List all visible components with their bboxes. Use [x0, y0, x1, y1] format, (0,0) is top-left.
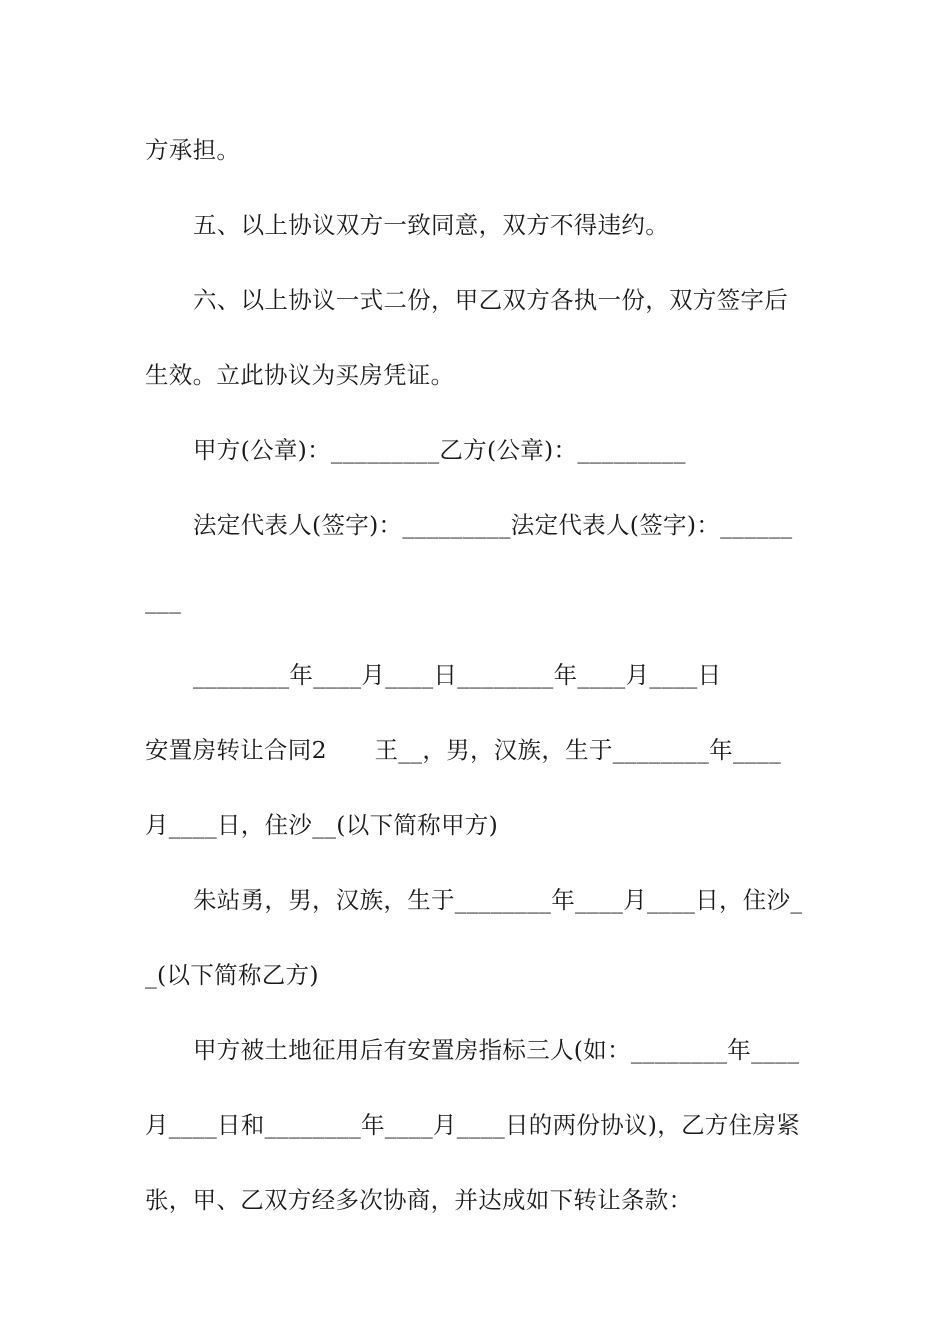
clause-five: 五、以上协议双方一致同意，双方不得违约。	[193, 211, 669, 239]
party-a-line: 月____日，住沙__(以下简称甲方)	[145, 811, 499, 839]
party-b-line: 朱站勇，男，汉族，生于________年____月____日，住沙_	[193, 886, 803, 914]
date-line: ________年____月____日________年____月____日	[193, 661, 722, 689]
paragraph-line-1: 方承担。	[145, 136, 241, 164]
contract-two-heading-line: 安置房转让合同2 王__，男，汉族，生于________年____	[145, 736, 782, 764]
clause-six-continued: 生效。立此协议为买房凭证。	[145, 361, 455, 389]
background-paragraph-line-2: 月____日和________年____月____日的两份协议)，乙方住房紧	[145, 1111, 801, 1139]
legal-representative-line: 法定代表人(签字)：_________法定代表人(签字)：______	[193, 511, 793, 539]
party-b-continued: _(以下简称乙方)	[145, 961, 319, 989]
clause-six: 六、以上协议一式二份，甲乙双方各执一份，双方签字后	[193, 286, 788, 314]
party-seal-line: 甲方(公章)：_________乙方(公章)：_________	[193, 436, 686, 464]
legal-representative-continued: ___	[145, 586, 182, 614]
background-paragraph-line-3: 张，甲、乙双方经多次协商，并达成如下转让条款：	[145, 1186, 693, 1214]
background-paragraph-line-1: 甲方被土地征用后有安置房指标三人(如：________年____	[193, 1036, 800, 1064]
